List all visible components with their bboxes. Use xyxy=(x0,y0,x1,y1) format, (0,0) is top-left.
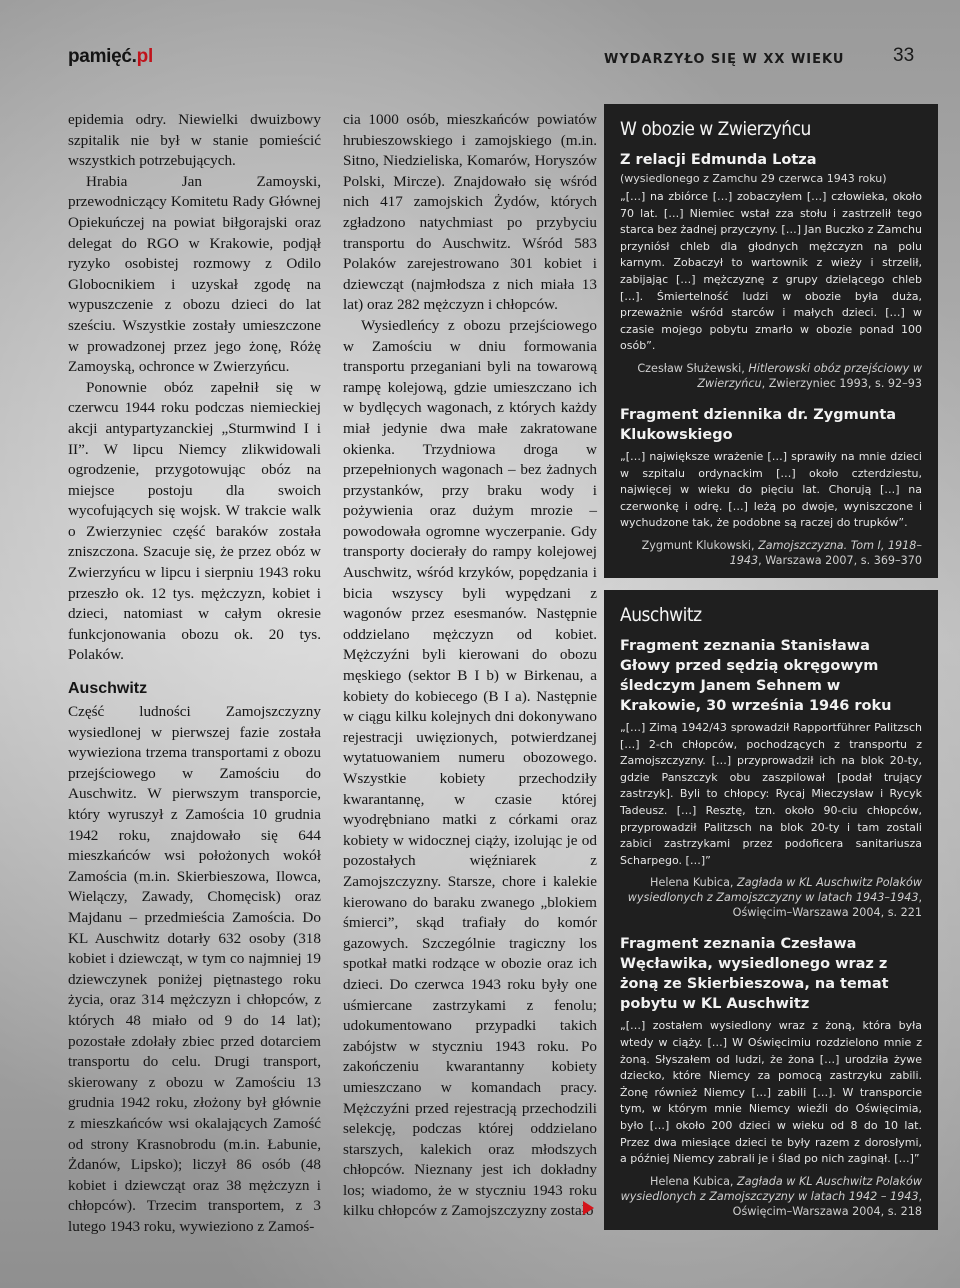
sidebar-subheading: Z relacji Edmunda Lotza xyxy=(620,152,817,168)
source-details: , Zwierzyniec 1993, s. 92–93 xyxy=(761,376,922,390)
sidebar-source xyxy=(620,1174,922,1219)
source-title: Zagłada w KL Auschwitz Polaków wysiedlonych z Zamojszczyzny w latach 1943–1943 xyxy=(627,876,922,905)
continue-arrow-icon xyxy=(583,1201,594,1215)
logo[interactable] xyxy=(68,46,153,68)
sidebar-subheading: Fragment zeznania Czesława Węcławika, wysiedlonego wraz z żoną ze Skierbieszowa, na temat pobytu w KL Auschwitz xyxy=(620,936,889,1013)
section-heading: Auschwitz xyxy=(68,680,148,698)
source-details: , Oświęcim–Warszawa 2004, s. 221 xyxy=(732,891,922,920)
source-details: , Oświęcim–Warszawa 2004, s. 218 xyxy=(732,1189,922,1218)
logo-main: pamięć. xyxy=(68,46,137,67)
section-title: WYDARZYŁO SIĘ W XX WIEKU xyxy=(604,52,845,67)
paragraph: Część ludności Zamojszczyzny wysiedlonej w pierwszej fazie została wywieziona trzema transportami z obozu przejściowego w Zamościu do Auschwitz. W pierwszym transporcie, który wyruszył z Zamościa 10 grudnia 1942 roku, znajdowało się 644 mieszkańców wsi położonych wokół Zamościa (m.in. Skierbieszowa, Ilowca, Wielączy, Zawady, Chomęcisk) oraz Majdanu – przedmieścia Zamościa. Do KL Auschwitz dotarły 632 osoby (318 kobiet i dziewcząt, w tym co najmniej 19 dziewczynek poniżej piętnastego roku życia, oraz 314 mężczyzn i chłopców, z których 48 miało od 9 do 14 lat); pozostałe zdołały zbiec przed dotarciem transportu do celu. Drugi transport, skierowany z obozu w Zamościu 13 grudnia 1942 roku, złożony był głównie z mieszkańców wsi okalających Zamość od strony Krasnobrodu (m.in. Łabunie, Żdanów, Lipsko); liczył 86 osób (48 kobiet i dziewcząt oraz 38 mężczyzn i chłopców). Trzecim transportem, z 3 lutego 1943 roku, wywieziono z Zamoś- xyxy=(68,703,321,1235)
paragraph: Wysiedleńcy z obozu przejściowego w Zamościu w dniu formowania transportu przeganiani byli na towarową rampę kolejową, gdzie umieszczano ich w bydlęcych wagonach, z których każdy miał jedynie dwa małe zakratowane okienka. Trzydniowa droga w przepełnionych wagonach – bez żadnych przystanków, przy braku wody i pożywienia oraz dużym mrozie – powodowała ogromne wyczerpanie. Gdy transporty docierały do rampy kolejowej Auschwitz, wśród krzyków, popędzania i bicia wszyscy byli wypędzani z wagonów przez esesmanów. Następnie oddzielano mężczyzn od kobiet. Mężczyźni byli kierowani do obozu męskiego (sektor B I b) w Birkenau, a kobiety do kobiecego (B I a). Następnie w ciągu kilku kolejnych dni dokonywano rejestracji uwięzionych, potwierdzanej wytatuowaniem numeru obozowego. Wszystkie kobiety przechodziły kwarantannę, w czasie której wyodrębniano matki z córkami oraz kobiety w widocznej ciąży, izolując je od pozostałych więźniarek z Zamojszczyzny. Starsze, chore i kalekie kierowano do baraku zwanego „blokiem śmierci”, skąd trafiały do komór gazowych. Szczególnie tragiczny los spotkał matki rodzące w obozie oraz ich dzieci. Do czerwca 1943 roku były one uśmiercane zastrzykami z fenolu; udokumentowano przypadki takich zabójstw w styczniu 1943 roku. Po zakończeniu kwarantanny kobiety umieszczano w komandach pracy. Mężczyźni przed rejestracją przechodzili selekcję, podczas której oddzielano starszych, kalekich oraz młodszych chłopców. Nieznany jest ich dokładny los; wiadomo, że w styczniu 1943 roku kilku chłopców z Zamojszczyzny zostało xyxy=(343,316,597,1220)
source-title: Zagłada w KL Auschwitz Polaków wysiedlonych z Zamojszczyzny w latach 1942 – 1943 xyxy=(620,1174,922,1203)
paragraph: Hrabia Jan Zamoyski, przewodniczący Komitetu Rady Głównej Opiekuńczej na powiat biłgorajski oraz delegat do RGO w Krakowie, podjął ryzyko osobistej rozmowy z Odilo Globocnikiem i uzyskał zgodę na wypuszczenie z obozu dzieci do lat sześciu. Wszystkie zostały umieszczone w prowadzonej przez jego żonę, Różę Zamoyską, ochronce w Zwierzyńcu. xyxy=(68,172,321,376)
source-title: Zamojszczyzna. Tom I, 1918–1943 xyxy=(729,538,922,567)
sidebar-source xyxy=(620,361,922,391)
text-column-1 xyxy=(68,110,321,1237)
sidebar-note: (wysiedlonego z Zamchu 29 czerwca 1943 roku) xyxy=(620,172,887,185)
sidebar-quote: „[…] na zbiórce […] zobaczyłem […] człowieka, około 70 lat. […] Niemiec wstał zza stołu i zastrzelił tego starca bez żadnej przyczyny. […] Jan Buczko z Zamchu przyniósł chleb dla głodnych mężczyzn na polu karnym. Zobaczył to wartownik z wieży i strzelił, zabijając […] mężczyznę z grupy dzielącego chleb […]. Śmiertelność ludzi w obozie była duża, przeważnie wśród starców i małych dzieci. […] w czasie mojego pobytu zmarło w obozie ponad 100 osób”. xyxy=(620,190,922,353)
page-number: 33 xyxy=(893,45,915,66)
sidebar-quote: „[…] największe wrażenie […] sprawiły na mnie dzieci w szpitalu ordynackim […] około czterdziestu, najwięcej w wieku do pięciu lat. Chorują […] na czerwonkę i odrę. […] leżą po dwoje, wyniszczone i wychudzone tak, że podobne są raczej do trupków”. xyxy=(620,449,922,530)
page-header xyxy=(0,0,960,80)
sidebar-source xyxy=(620,538,922,568)
sidebar-quote: „[…] Zimą 1942/43 sprowadził Rapportführer Palitzsch […] 2-ch chłopców, pochodzących z transportu z Zamojszczyzny. […] przyprowadził ich na blok 20-ty, gdzie Panszczyk obu zaszpilował [podał trujący zastrzyk]. Byli to chłopcy: Rycaj Mieczysław i Rycyk Tadeusz. […] Resztę, tzn. około 90-ciu chłopców, przyprowadził Palitzsch na blok 20-ty i tam zostali zabici zastrzykami przez podoficera sanitariusza Scharpego. […]” xyxy=(620,721,922,867)
logo-tld: pl xyxy=(136,46,153,67)
source-author: Zygmunt Klukowski, xyxy=(641,538,759,552)
source-author: Helena Kubica, xyxy=(650,876,738,890)
paragraph: Ponownie obóz zapełnił się w czerwcu 1944 roku podczas niemieckiej akcji antypartyzanckiej „Sturmwind I i II”. W lipcu Niemcy zlikwidowali ogrodzenie, przygotowując obóz na miejsce postoju dla swoich wycofujących się wojsk. W trakcie walk o Zwierzyniec część baraków została zniszczona. Szacuje się, że przez obóz w Zwierzyńcu w lipcu i sierpniu 1943 roku przeszło ok. 12 tys. mężczyzn, kobiet i dzieci, natomiast w całym okresie funkcjonowania obozu ok. 20 tys. Polaków. xyxy=(68,378,321,664)
paragraph: cia 1000 osób, mieszkańców powiatów hrubieszowskiego i zamojskiego (m.in. Sitno, Niedzieliska, Komarów, Horyszów Polski, Mircze). Znajdowało się wśród nich 417 zamojskich Żydów, których zgładzono natychmiast po przybyciu transportu do Auschwitz. Wśród 583 Polaków zarejestrowano 301 kobiet i dziewcząt (najmłodsza z nich miała 13 lat) oraz 282 mężczyzn i chłopców. xyxy=(343,111,597,314)
source-author: Czesław Służewski, xyxy=(637,361,749,375)
sidebar-box-zwierzyniec xyxy=(604,104,938,578)
source-title: Hitlerowski obóz przejściowy w Zwierzyńcu xyxy=(697,361,922,390)
sidebar-subheading: Fragment zeznania Stanisława Głowy przed sędzią okręgowym śledczym Janem Sehnem w Krakowie, 30 września 1946 roku xyxy=(620,638,892,714)
sidebar-heading: Auschwitz xyxy=(620,604,702,626)
source-author: Helena Kubica, xyxy=(650,1174,738,1188)
text-column-2 xyxy=(343,110,597,1222)
source-details: , Warszawa 2007, s. 369–370 xyxy=(758,553,922,567)
sidebar-heading: W obozie w Zwierzyńcu xyxy=(620,118,811,140)
paragraph: epidemia odry. Niewielki dwuizbowy szpitalik nie był w stanie pomieścić wszystkich potrzebujących. xyxy=(68,111,321,170)
sidebar-subheading: Fragment dziennika dr. Zygmunta Klukowskiego xyxy=(620,406,897,443)
sidebar-source xyxy=(620,875,922,920)
sidebar-box-auschwitz xyxy=(604,590,938,1230)
sidebar-quote: „[…] zostałem wysiedlony wraz z żoną, która była wtedy w ciąży. […] W Oświęcimiu rozdzielono mnie z żoną. Słyszałem od ludzi, że żona […] urodziła żywe dziecko, które Niemcy za pomocą zastrzyku zabili. Żonę również Niemcy […] zabili […]. W transporcie tym, w którym mnie Niemcy wieźli do Oświęcimia, było […] około 200 dzieci w wieku od 8 do 10 lat. Przez dwa miesiące dzieci te były razem z dorosłymi, a później Niemcy zabrali je i ślad po nich zaginął. […]” xyxy=(620,1019,922,1166)
